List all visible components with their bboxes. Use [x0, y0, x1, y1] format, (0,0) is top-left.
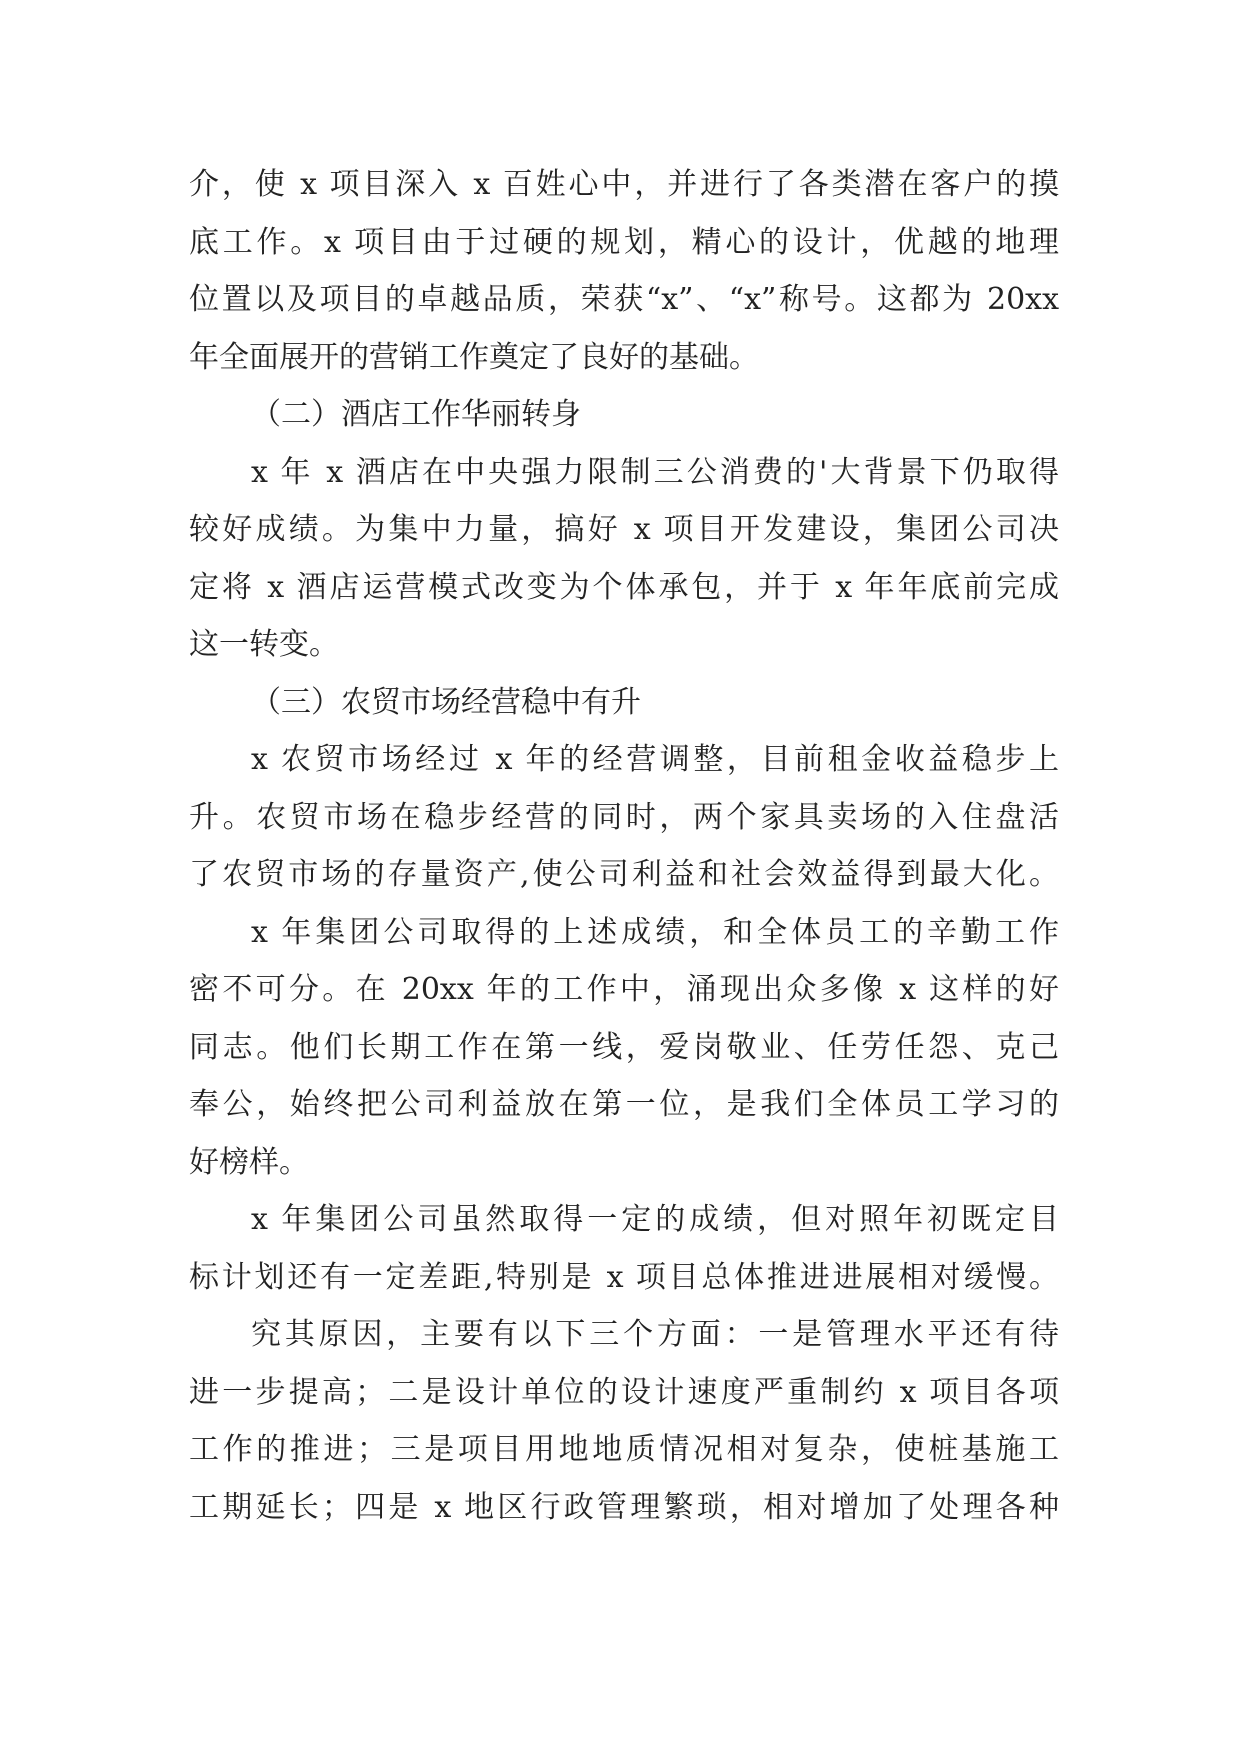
text-line: 密不可分。在 20xx 年的工作中，涌现出众多像 x 这样的好: [189, 972, 1059, 1007]
text-line: x 农贸市场经过 x 年的经营调整，目前租金收益稳步上: [251, 742, 1059, 777]
text-line: 进一步提高；二是设计单位的设计速度严重制约 x 项目各项: [189, 1374, 1059, 1410]
text-line: 定将 x 酒店运营模式改变为个体承包，并于 x 年年底前完成: [189, 569, 1059, 605]
text-line: 工期延长；四是 x 地区行政管理繁琐，相对增加了处理各种: [189, 1489, 1059, 1525]
text-line: 标计划还有一定差距,特别是 x 项目总体推进进展相对缓慢。: [189, 1259, 1059, 1295]
text-line: 年全面展开的营销工作奠定了良好的基础。: [189, 339, 759, 375]
text-line: 同志。他们长期工作在第一线，爱岗敬业、任劳任怨、克己: [189, 1029, 1059, 1065]
text-line: 工作的推进；三是项目用地地质情况相对复杂，使桩基施工: [189, 1432, 1059, 1467]
text-line: x 年集团公司虽然取得一定的成绩，但对照年初既定目: [251, 1202, 1059, 1237]
section-heading: （二）酒店工作华丽转身: [251, 397, 581, 432]
section-heading: （三）农贸市场经营稳中有升: [251, 684, 641, 720]
text-line: 位置以及项目的卓越品质，荣获“x”、“x”称号。这都为 20xx: [189, 282, 1059, 317]
text-line: 介，使 x 项目深入 x 百姓心中，并进行了各类潜在客户的摸: [189, 167, 1059, 202]
text-line: 升。农贸市场在稳步经营的同时，两个家具卖场的入住盘活: [189, 799, 1059, 835]
text-line: 这一转变。: [189, 627, 339, 662]
text-line: 底工作。x 项目由于过硬的规划，精心的设计，优越的地理: [189, 224, 1059, 260]
document-body: [189, 156, 1059, 1536]
text-line: 较好成绩。为集中力量，搞好 x 项目开发建设，集团公司决: [189, 512, 1059, 547]
text-line: 奉公，始终把公司利益放在第一位，是我们全体员工学习的: [189, 1087, 1059, 1122]
text-line: 好榜样。: [189, 1144, 309, 1180]
text-line: 究其原因，主要有以下三个方面：一是管理水平还有待: [251, 1317, 1059, 1352]
text-line: x 年 x 酒店在中央强力限制三公消费的'大背景下仍取得: [251, 454, 1059, 490]
text-line: 了农贸市场的存量资产,使公司利益和社会效益得到最大化。: [189, 857, 1059, 892]
text-line: x 年集团公司取得的上述成绩，和全体员工的辛勤工作: [251, 914, 1059, 950]
